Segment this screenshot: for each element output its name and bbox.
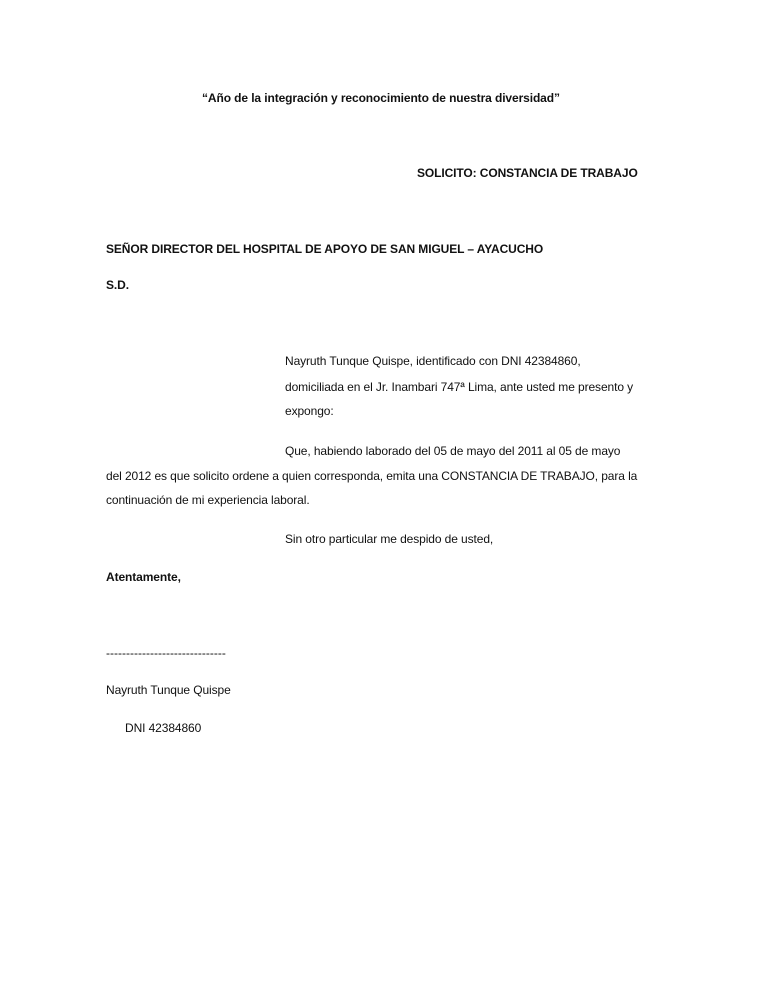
intro-line: domiciliada en el Jr. Inambari 747ª Lima, ante usted me presento y bbox=[285, 380, 634, 394]
request-line: Que, habiendo laborado del 05 de mayo del 2011 al 05 de mayo bbox=[285, 444, 621, 458]
closing-line: Sin otro particular me despido de usted, bbox=[285, 532, 494, 546]
request-line: del 2012 es que solicito ordene a quien corresponda, emita una CONSTANCIA DE TRABAJO, para la bbox=[106, 469, 638, 483]
intro-line: expongo: bbox=[285, 404, 334, 418]
intro-line: Nayruth Tunque Quispe, identificado con DNI 42384860, bbox=[285, 354, 581, 368]
signer-name: Nayruth Tunque Quispe bbox=[106, 683, 231, 697]
request-line: continuación de mi experiencia laboral. bbox=[106, 493, 310, 507]
subject-line: SOLICITO: CONSTANCIA DE TRABAJO bbox=[417, 166, 638, 180]
salutation: S.D. bbox=[106, 278, 129, 292]
signer-dni: DNI 42384860 bbox=[125, 721, 202, 735]
valediction: Atentamente, bbox=[106, 570, 181, 584]
recipient: SEÑOR DIRECTOR DEL HOSPITAL DE APOYO DE SAN MIGUEL – AYACUCHO bbox=[106, 242, 544, 256]
signature-line: ------------------------------ bbox=[106, 646, 226, 660]
year-motto: “Año de la integración y reconocimiento de nuestra diversidad” bbox=[202, 91, 560, 105]
